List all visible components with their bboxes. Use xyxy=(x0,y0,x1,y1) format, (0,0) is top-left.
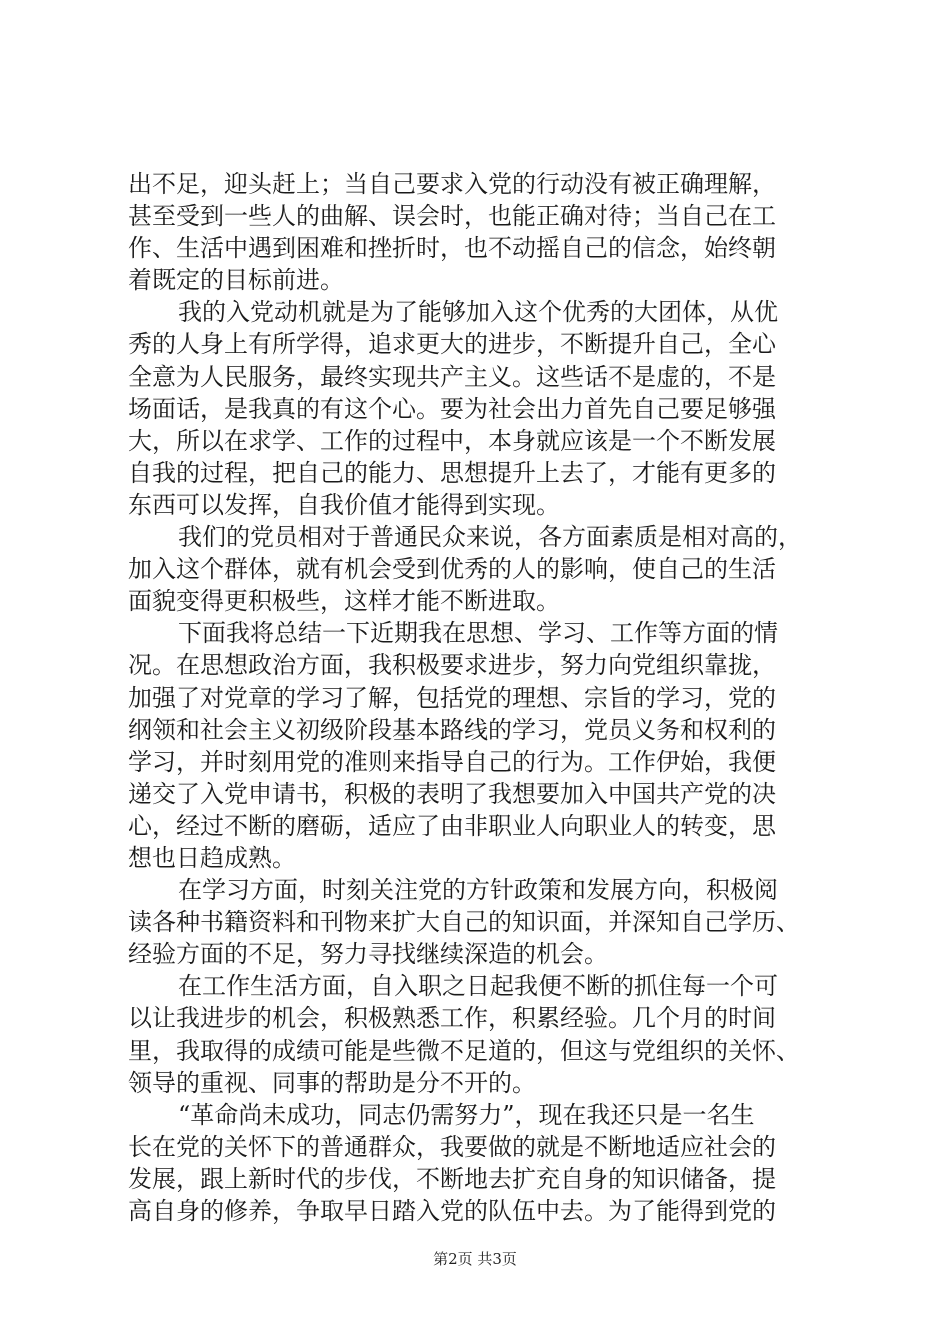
text-line: 秀的人身上有所学得，追求更大的进步，不断提升自己，全心 xyxy=(128,330,776,359)
text-line: 经验方面的不足，努力寻找继续深造的机会。 xyxy=(128,940,608,969)
text-line: 作、生活中遇到困难和挫折时，也不动摇自己的信念，始终朝 xyxy=(128,234,776,263)
text-line: 加入这个群体，就有机会受到优秀的人的影响，使自己的生活 xyxy=(128,555,776,584)
text-line: 递交了入党申请书，积极的表明了我想要加入中国共产党的决 xyxy=(128,779,776,808)
text-line: 学习，并时刻用党的准则来指导自己的行为。工作伊始，我便 xyxy=(128,747,776,776)
page-number-footer: 第2页 共3页 xyxy=(433,1250,517,1268)
text-line: 自我的过程，把自己的能力、思想提升上去了，才能有更多的 xyxy=(128,458,776,487)
text-line: 甚至受到一些人的曲解、误会时，也能正确对待；当自己在工 xyxy=(128,202,776,231)
text-line: 面貌变得更积极些，这样才能不断进取。 xyxy=(128,587,560,616)
text-line: 想也日趋成熟。 xyxy=(128,843,296,872)
text-line: 发展，跟上新时代的步伐，不断地去扩充自身的知识储备，提 xyxy=(128,1164,776,1193)
text-line: 着既定的目标前进。 xyxy=(128,266,344,295)
text-line: 以让我进步的机会，积极熟悉工作，积累经验。几个月的时间 xyxy=(128,1004,776,1033)
text-line: 东西可以发挥，自我价值才能得到实现。 xyxy=(128,490,560,519)
paragraph-first-line: 我的入党动机就是为了能够加入这个优秀的大团体，从优 xyxy=(178,298,778,327)
text-line: 大，所以在求学、工作的过程中，本身就应该是一个不断发展 xyxy=(128,426,776,455)
text-line: 心，经过不断的磨砺，适应了由非职业人向职业人的转变，思 xyxy=(128,811,776,840)
text-line: 况。在思想政治方面，我积极要求进步，努力向党组织靠拢， xyxy=(128,651,776,680)
paragraph-first-line: 下面我将总结一下近期我在思想、学习、工作等方面的情 xyxy=(178,619,778,648)
text-line: 全意为人民服务，最终实现共产主义。这些话不是虚的，不是 xyxy=(128,362,776,391)
text-line: 纲领和社会主义初级阶段基本路线的学习，党员义务和权利的 xyxy=(128,715,776,744)
text-line: 长在党的关怀下的普通群众，我要做的就是不断地适应社会的 xyxy=(128,1132,776,1161)
text-line: 加强了对党章的学习了解，包括党的理想、宗旨的学习，党的 xyxy=(128,683,776,712)
paragraph-first-line: “革命尚未成功，同志仍需努力”，现在我还只是一名生 xyxy=(178,1100,755,1129)
text-line: 领导的重视、同事的帮助是分不开的。 xyxy=(128,1068,536,1097)
text-line: 高自身的修养，争取早日踏入党的队伍中去。为了能得到党的 xyxy=(128,1197,776,1225)
text-line: 出不足，迎头赶上；当自己要求入党的行动没有被正确理解， xyxy=(128,170,776,198)
document-body xyxy=(128,168,828,1227)
paragraph-first-line: 在工作生活方面，自入职之日起我便不断的抓住每一个可 xyxy=(178,972,778,1001)
text-line: 场面话，是我真的有这个心。要为社会出力首先自己要足够强 xyxy=(128,394,776,423)
text-line: 读各种书籍资料和刊物来扩大自己的知识面，并深知自己学历、 xyxy=(128,908,800,937)
paragraph-first-line: 我们的党员相对于普通民众来说，各方面素质是相对高的， xyxy=(178,523,802,552)
paragraph-first-line: 在学习方面，时刻关注党的方针政策和发展方向，积极阅 xyxy=(178,876,778,905)
text-line: 里，我取得的成绩可能是些微不足道的，但这与党组织的关怀、 xyxy=(128,1036,800,1065)
